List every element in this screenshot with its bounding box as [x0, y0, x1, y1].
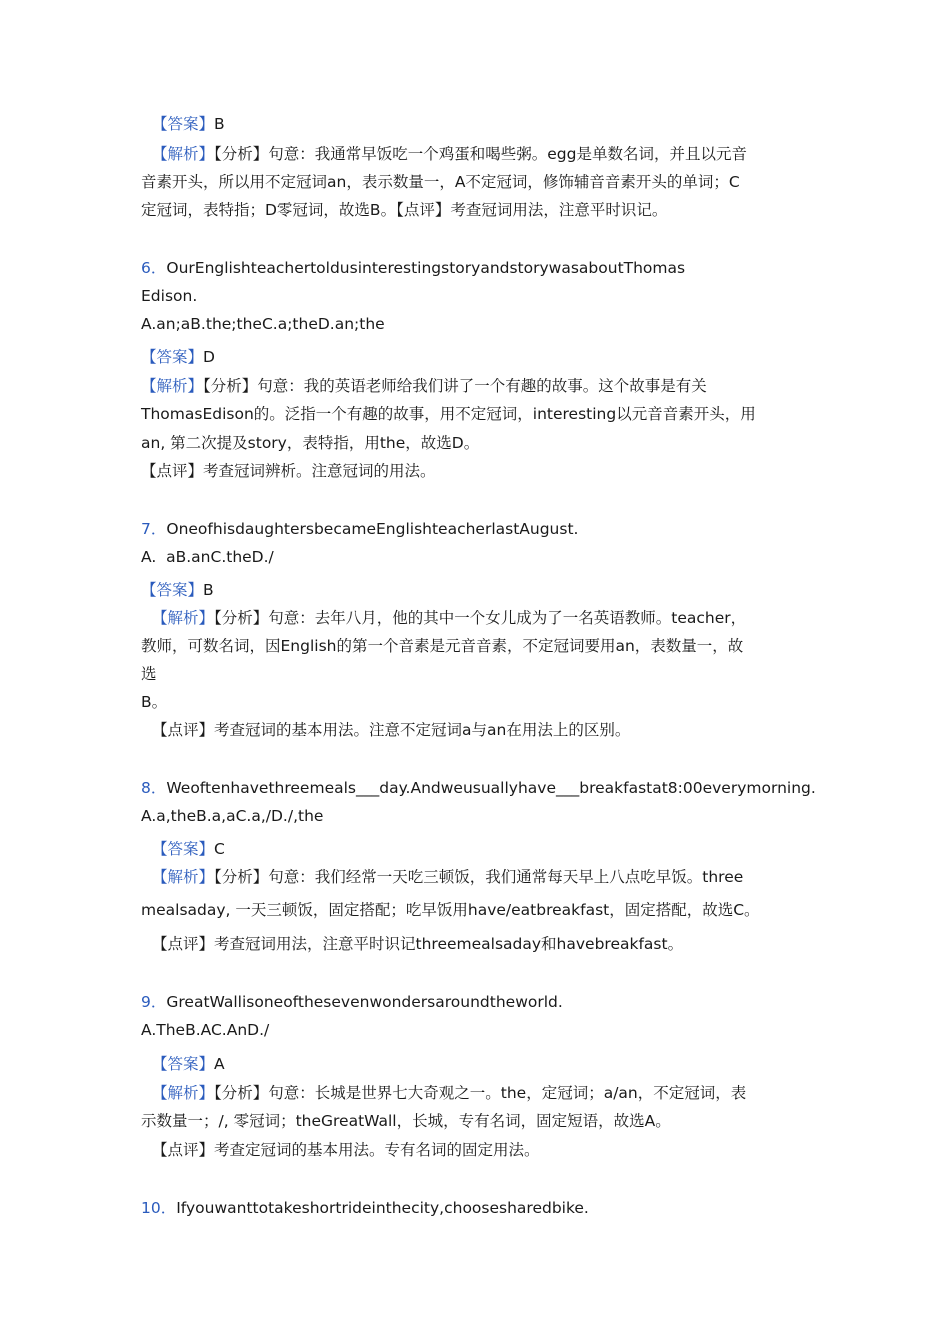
- answer-bracket: 【答案】: [152, 1055, 215, 1073]
- explanation-text: 示数量一；/, 零冠词；theGreatWall，长城，专有名词，固定短语，故选A。: [141, 1112, 671, 1130]
- explanation-text: ThomasEdison的。泛指一个有趣的故事，用不定冠词，interesting以元音音素开头，用: [141, 405, 756, 423]
- question-number: 8．: [141, 779, 167, 797]
- explanation-text: B。: [141, 693, 168, 711]
- question-number: 10．: [141, 1199, 177, 1217]
- explanation-text: 【分析】句意：我通常早饭吃一个鸡蛋和喝些粥。egg是单数名词，并且以元音: [214, 145, 747, 163]
- explanation-text: 【分析】句意：长城是世界七大奇观之一。the，定冠词；a/an，不定冠词，表: [214, 1084, 747, 1102]
- question-number: 7．: [141, 520, 167, 538]
- explanation-line: [152, 1083, 746, 1103]
- question-options: A. aB.anC.theD./: [141, 548, 274, 566]
- answer-line: [141, 347, 215, 367]
- answer-bracket: 【答案】: [141, 581, 204, 599]
- answer-value: D: [203, 348, 215, 366]
- explanation-bracket: 【解析】: [152, 609, 215, 627]
- explanation-text: 选: [141, 665, 157, 683]
- comment-text: 考查冠词的基本用法。注意不定冠词a与an在用法上的区别。: [214, 721, 631, 739]
- comment-text: 考查冠词辨析。注意冠词的用法。: [203, 462, 436, 480]
- answer-value: B: [214, 115, 225, 133]
- explanation-text: 教师，可数名词，因English的第一个音素是元音音素，不定冠词要用an，表数量一，故: [141, 637, 744, 655]
- answer-value: C: [214, 840, 225, 858]
- comment-line: [152, 934, 683, 954]
- explanation-text: 音素开头，所以用不定冠词an，表示数量一，A不定冠词，修饰辅音音素开头的单词；C: [141, 173, 740, 191]
- question-text: OneofhisdaughtersbecameEnglishteacherlastAugust.: [166, 520, 579, 538]
- explanation-text: 【分析】句意：去年八月，他的其中一个女儿成为了一名英语教师。teacher，: [214, 609, 747, 627]
- question-text: Edison.: [141, 287, 198, 305]
- answer-line: [152, 1054, 225, 1074]
- explanation-text: an, 第二次提及story，表特指，用the，故选D。: [141, 434, 480, 452]
- question-stem: [141, 992, 563, 1012]
- explanation-text: 【分析】句意：我们经常一天吃三顿饭，我们通常每天早上八点吃早饭。three: [214, 868, 744, 886]
- question-text: OurEnglishteachertoldusinterestingstoryandstorywasaboutThomas: [166, 259, 686, 277]
- answer-line: [152, 114, 225, 134]
- question-text: Weoftenhavethreemeals___day.Andweusuallyhave___breakfastat8:00everymorning.: [166, 779, 816, 797]
- answer-value: A: [214, 1055, 225, 1073]
- answer-bracket: 【答案】: [152, 115, 215, 133]
- explanation-bracket: 【解析】: [152, 1084, 215, 1102]
- comment-line: [141, 461, 436, 481]
- question-stem: [141, 1198, 589, 1218]
- comment-bracket: 【点评】: [152, 721, 215, 739]
- question-options: A.an;aB.the;theC.a;theD.an;the: [141, 315, 385, 333]
- question-number: 6．: [141, 259, 167, 277]
- comment-text: 考查定冠词的基本用法。专有名词的固定用法。: [214, 1141, 540, 1159]
- answer-value: B: [203, 581, 214, 599]
- question-text: Ifyouwanttotakeshortrideinthecity,choosesharedbike.: [176, 1199, 589, 1217]
- comment-line: [152, 720, 630, 740]
- comment-line: [152, 1140, 540, 1160]
- question-options: A.TheB.AC.AnD./: [141, 1021, 270, 1039]
- explanation-line: [152, 144, 747, 164]
- explanation-text: mealsaday, 一天三顿饭，固定搭配；吃早饭用have/eatbreakfast，固定搭配，故选C。: [141, 901, 760, 919]
- comment-bracket: 【点评】: [141, 462, 204, 480]
- comment-text: 考查冠词用法，注意平时识记threemealsaday和havebreakfast。: [214, 935, 684, 953]
- comment-bracket: 【点评】: [152, 1141, 215, 1159]
- comment-bracket: 【点评】: [152, 935, 215, 953]
- explanation-text: 定冠词，表特指；D零冠词，故选B。【点评】考查冠词用法，注意平时识记。: [141, 201, 668, 219]
- question-number: 9．: [141, 993, 167, 1011]
- explanation-bracket: 【解析】: [152, 145, 215, 163]
- answer-bracket: 【答案】: [141, 348, 204, 366]
- answer-bracket: 【答案】: [152, 840, 215, 858]
- question-stem: [141, 778, 816, 798]
- explanation-line: [152, 867, 743, 887]
- answer-line: [152, 839, 225, 859]
- question-stem: [141, 258, 685, 278]
- explanation-line: [152, 608, 746, 628]
- question-stem: [141, 519, 578, 539]
- explanation-line: [141, 376, 707, 396]
- explanation-text: 【分析】句意：我的英语老师给我们讲了一个有趣的故事。这个故事是有关: [203, 377, 707, 395]
- explanation-bracket: 【解析】: [141, 377, 204, 395]
- question-text: GreatWallisoneofthesevenwondersaroundtheworld.: [166, 993, 563, 1011]
- answer-line: [141, 580, 214, 600]
- explanation-bracket: 【解析】: [152, 868, 215, 886]
- question-options: A.a,theB.a,aC.a,/D./,the: [141, 807, 324, 825]
